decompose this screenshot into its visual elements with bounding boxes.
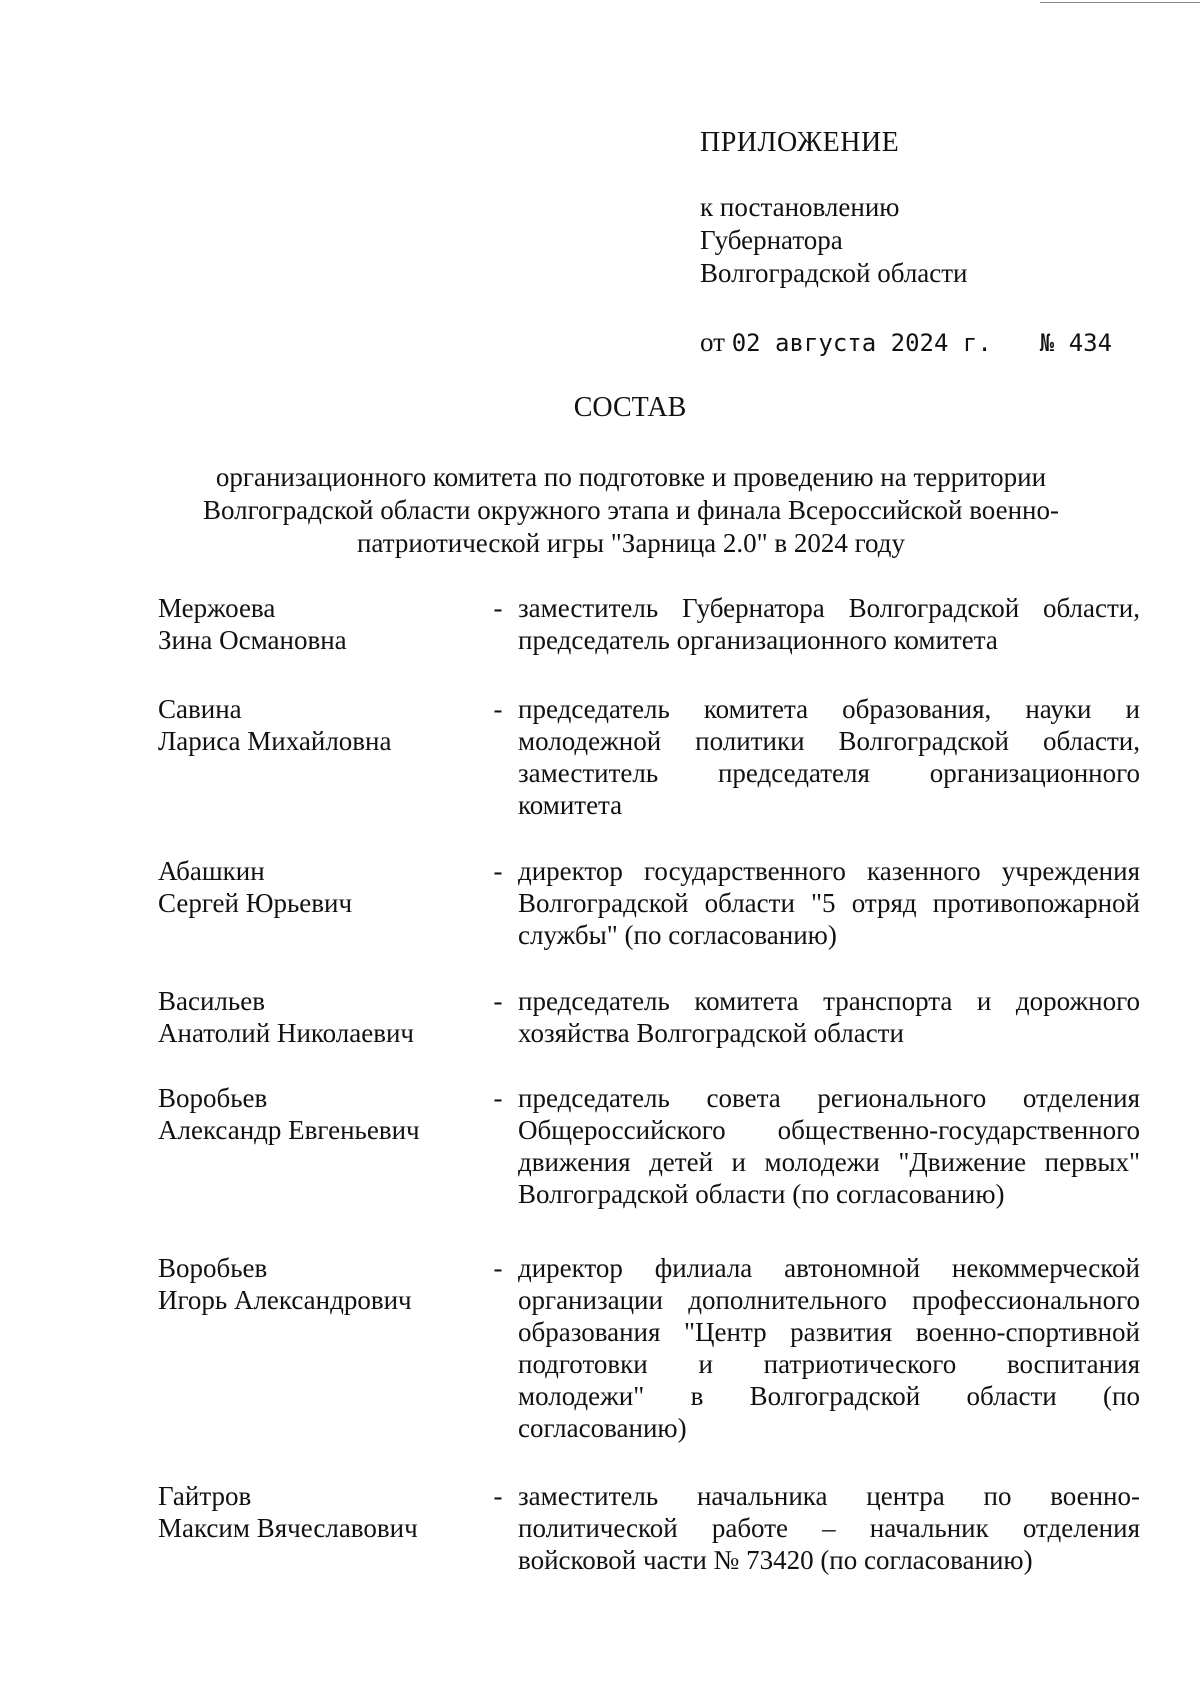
scan-edge-line (1040, 2, 1200, 3)
member-surname: Воробьев (158, 1083, 268, 1113)
member-given-name: Сергей Юрьевич (158, 888, 353, 918)
member-role: заместитель Губернатора Волгоградской области, председатель организационного комитета (518, 593, 1140, 655)
decree-number: № 434 (1039, 329, 1113, 357)
member-separator: - (493, 986, 503, 1016)
member-surname: Мержоева (158, 593, 276, 623)
member-given-name: Максим Вячеславович (158, 1513, 418, 1543)
member-surname: Савина (158, 694, 242, 724)
decree-date: 02 августа 2024 г. (731, 329, 992, 357)
member-separator: - (493, 1083, 503, 1113)
member-row (158, 1082, 1140, 1210)
document-title: СОСТАВ (573, 392, 687, 423)
member-separator: - (493, 1481, 503, 1511)
member-given-name: Лариса Михайловна (158, 726, 392, 756)
date-prefix: от (700, 327, 725, 357)
member-separator: - (493, 1253, 503, 1283)
member-given-name: Игорь Александрович (158, 1285, 412, 1315)
decree-date-line (700, 326, 1140, 360)
member-row (158, 592, 1140, 656)
member-separator: - (493, 593, 503, 623)
subtitle-line: Волгоградской области окружного этапа и финала Всероссийской военно- (202, 495, 1059, 525)
member-role: директор государственного казенного учреждения Волгоградской области "5 отряд противопожарной службы" (по согласованию) (518, 856, 1140, 950)
member-surname: Васильев (158, 986, 265, 1016)
member-given-name: Анатолий Николаевич (158, 1018, 414, 1048)
member-given-name: Зина Османовна (158, 625, 347, 655)
member-given-name: Александр Евгеньевич (158, 1115, 420, 1145)
member-surname: Воробьев (158, 1253, 268, 1283)
appendix-title: ПРИЛОЖЕНИЕ (700, 127, 900, 158)
document-subtitle (155, 461, 1107, 560)
member-surname: Гайтров (158, 1481, 252, 1511)
member-row (158, 1480, 1140, 1576)
member-name (158, 592, 478, 656)
member-separator: - (493, 694, 503, 724)
decree-line: Волгоградской области (700, 258, 968, 288)
member-role: директор филиала автономной некоммерческой организации дополнительного профессионального образования "Центр развития военно-спортивной подготовки и патриотического воспитания молодежи" в Волгоградской области (по согласованию) (518, 1253, 1140, 1443)
member-role: председатель комитета образования, науки и молодежной политики Волгоградской области, заместитель председателя организационного комитета (518, 694, 1140, 820)
member-surname: Абашкин (158, 856, 265, 886)
decree-line: к постановлению (700, 192, 900, 222)
member-separator: - (493, 856, 503, 886)
member-row (158, 985, 1140, 1049)
subtitle-line: организационного комитета по подготовке и проведению на территории (215, 462, 1047, 492)
member-role: председатель комитета транспорта и дорожного хозяйства Волгоградской области (518, 986, 1140, 1048)
member-name (158, 693, 478, 821)
member-role: председатель совета регионального отделения Общероссийского общественно-государственного движения детей и молодежи "Движение первых" Волгоградской области (по согласованию) (518, 1083, 1140, 1209)
member-role: заместитель начальника центра по военно-политической работе – начальник отделения войсковой части № 73420 (по согласованию) (518, 1481, 1140, 1575)
member-row (158, 855, 1140, 951)
member-name (158, 1082, 478, 1210)
member-row (158, 1252, 1140, 1444)
member-name (158, 1480, 478, 1576)
appendix-header (700, 126, 1140, 360)
member-name (158, 855, 478, 951)
member-row (158, 693, 1140, 821)
subtitle-line: патриотической игры "Зарница 2.0" в 2024 году (356, 528, 906, 558)
decree-line: Губернатора (700, 225, 843, 255)
member-name (158, 1252, 478, 1444)
member-name (158, 985, 478, 1049)
decree-reference (700, 191, 1140, 290)
